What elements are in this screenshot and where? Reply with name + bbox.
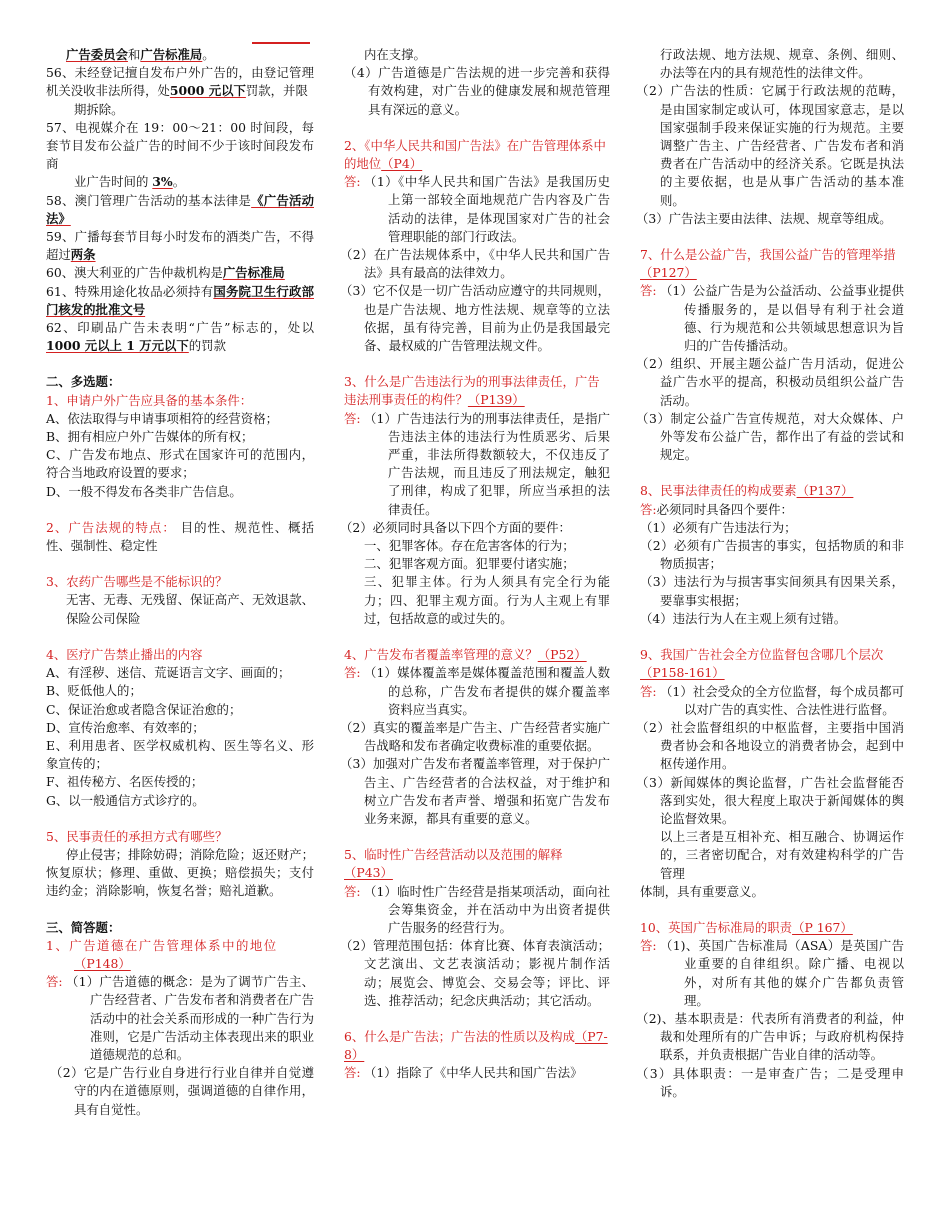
answer-text: 答:必须同时具备四个要件： xyxy=(640,501,793,517)
answer-text: （2）真实的覆盖率是广告主、广告经营者实施广告战略和发布者确定收费标准的重要依据。 xyxy=(340,719,610,754)
answer-label: 答: xyxy=(344,665,361,681)
mc-question-4: 4、医疗广告禁止播出的内容 xyxy=(46,646,203,662)
question-57-cont: 业广告时间的 3%。 xyxy=(74,174,186,190)
answer-text: （3）违法行为与损害事实间须具有因果关系，要靠事实根据； xyxy=(640,574,904,608)
mc-option: A、依法取得与申请事项相符的经营资格； xyxy=(46,410,278,426)
mc-option: G、以一般通信方式诊疗的。 xyxy=(46,792,205,808)
answer-block xyxy=(640,282,904,355)
answer-text: （2）必须同时具备以下四个方面的要件： xyxy=(340,519,571,535)
mc-question-5: 5、民事责任的承担方式有哪些？ xyxy=(46,828,228,844)
column-3 xyxy=(636,46,904,1101)
answer-text: 内在支撑。 xyxy=(364,47,426,62)
red-underline-mark xyxy=(252,42,310,44)
answer-label: 答: xyxy=(344,883,361,899)
answer-block xyxy=(344,1064,610,1082)
question-56: 56、未经登记擅自发布户外广告的，由登记管理机关没收非法所得，处5000 元以下罚款，并限 xyxy=(46,65,314,99)
mc-option: E、利用患者、医学权威机构、医生等名义、形象宣传的； xyxy=(46,737,314,772)
answer-block xyxy=(344,883,610,938)
answer-block xyxy=(344,410,610,519)
answer-text: （3）加强对广告发布者覆盖率管理，对于保护广告主、广告经营者的合法权益，对于维护和树立广告发布者声誉、增强和拓宽广告发布业务来源，都具有重要的意义。 xyxy=(340,756,610,826)
mc-question-1: 1、申请户外广告应具备的基本条件： xyxy=(46,392,253,408)
answer-text: （3）制定公益广告宣传规范，对大众媒体、户外等发布公益广告，都作出了有益的尝试和规定。 xyxy=(636,410,904,463)
answer-text: （2）社会监督组织的中枢监督，主要指中国消费者协会和各地设立的消费者协会，起到中枢传递作用。 xyxy=(636,719,904,772)
answer-text: （4）违法行为人在主观上须有过错。 xyxy=(640,610,847,626)
answer-text: （3）具体职责：一是审查广告；二是受理申诉。 xyxy=(636,1065,904,1099)
answer-text: （3）广告法主要由法律、法规、规章等组成。 xyxy=(636,210,892,226)
answer-text: （1）社会受众的全方位监督，每个成员都可以对广告的真实性、合法性进行监督。 xyxy=(660,683,904,717)
answer-block xyxy=(640,683,904,719)
short-question-2: 2、《中华人民共和国广告法》在广告管理体系中的地位（P4） xyxy=(344,137,606,172)
mc-question-2: 2、广告法规的特点： 目的性、规范性、概括性、强制性、稳定性 xyxy=(46,519,314,554)
short-question-5: 5、临时性广告经营活动以及范围的解释（P43） xyxy=(344,847,563,881)
answer-text: （1）广告违法行为的刑事法律责任，是指广告违法主体的违法行为性质恶劣、后果严重，非法所得数额较大，不仅违反了广告法规，而且违反了刑法规定，触犯了刑律，构成了犯罪，所应当承担的法律责任。 xyxy=(364,410,610,517)
answer-label: 答: xyxy=(640,938,657,954)
mc-option: D、一般不得发布各类非广告信息。 xyxy=(46,483,242,499)
short-question-6: 6、什么是广告法；广告法的性质以及构成（P7-8） xyxy=(344,1028,608,1063)
answer-line: 广告委员会和广告标准局。 xyxy=(66,47,215,62)
answer-label: 答: xyxy=(344,410,361,426)
answer-text: （2）管理范围包括：体育比赛、体育表演活动；文艺演出、文艺表演活动；影视片制作活动；展览会、博览会、交易会等；评比、评选、推荐活动；纪念庆典活动；其它活动。 xyxy=(340,938,610,1008)
short-question-3: 3、什么是广告违法行为的刑事法律责任，广告违法刑事责任的构件？（P139） xyxy=(344,374,600,408)
answer-text: （1）临时性广告经营是指某项活动，面向社会筹集资金，并在活动中为出资者提供广告服务的经营行为。 xyxy=(364,883,610,935)
question-60: 60、澳大利亚的广告仲裁机构是广告标准局 xyxy=(46,265,285,281)
answer-text: 行政法规、地方法规、规章、条例、细则、办法等在内的具有规范性的法律文件。 xyxy=(660,47,904,81)
mc-option: A、有淫秽、迷信、荒诞语言文字、画面的； xyxy=(46,665,291,681)
answer-text: （1）《中华人民共和国广告法》是我国历史上第一部较全面地规范广告内容及广告活动的法律，是体现国家对广告的社会管理职能的部门行政法。 xyxy=(364,174,610,244)
short-question-7: 7、什么是公益广告，我国公益广告的管理举措（P127） xyxy=(640,247,896,281)
answer-text: （1)、英国广告标准局（ASA）是英国广告业重要的自律组织。除广播、电视以外，对所有其他的媒介广告都负责管理。 xyxy=(660,938,904,1008)
answer-text: （2）必须有广告损害的事实，包括物质的和非物质损害； xyxy=(640,538,904,572)
answer-text: （2）在广告法规体系中，《中华人民共和国广告法》具有最高的法律效力。 xyxy=(340,247,610,281)
answer-block xyxy=(46,973,314,1064)
mc-option: B、拥有相应户外广告媒体的所有权； xyxy=(46,429,254,445)
question-61: 61、特殊用途化妆品必须持有国务院卫生行政部门核发的批准文号 xyxy=(46,283,314,317)
mc-option: F、祖传秘方、名医传授的； xyxy=(46,774,204,790)
answer-text: 体制，具有重要意义。 xyxy=(640,883,764,899)
mc-option: C、广告发布地点、形式在国家许可的范围内，符合当地政府设置的要求； xyxy=(46,447,314,481)
answer-text: （4）广告道德是广告法规的进一步完善和获得有效构建，对广告业的健康发展和规范管理具有深远的意义。 xyxy=(344,65,610,117)
answer-text: （3）新闻媒体的舆论监督，广告社会监督能否落到实处，很大程度上取决于新闻媒体的舆论监督效果。 xyxy=(636,774,904,826)
question-56-cont: 期拆除。 xyxy=(74,101,124,117)
short-question-10: 10、英国广告标准局的职责（P 167） xyxy=(640,919,853,935)
answer-text: （1）公益广告是为公益活动、公益事业提供传播服务的，是以倡导有利于社会道德、行为规范和公共领域思想意识为旨归的广告传播活动。 xyxy=(660,283,904,354)
short-question-1: 1、广告道德在广告管理体系中的地位 xyxy=(46,937,278,953)
answer-text: （2）广告法的性质：它属于行政法规的范畴，是由国家制定或认可，体现国家意志，是以国家强制手段来保证实施的行为规范。主要调整广告主、广告经营者、广告发布者和消费者在广告活动中的经济关系。它既是执法的主要依据，也是从事广告活动的基本准则。 xyxy=(636,83,904,208)
answer-text: （3）它不仅是一切广告活动应遵守的共同规则，也是广告法规、地方性法规、规章等的立法依据，虽有待完善，目前为止仍是我国最完备、最权威的广告管理法规文件。 xyxy=(340,283,610,354)
mc-answer: 无害、无毒、无残留、保证高产、无效退款、保险公司保险 xyxy=(66,592,314,626)
answer-label: 答: xyxy=(344,1065,361,1081)
answer-text: （2)、基本职责是：代表所有消费者的利益，仲裁和处理所有的广告申诉；与政府机构保持联系，并负责根据广告业自律的活动等。 xyxy=(636,1010,904,1063)
answer-text: （1）指除了《中华人民共和国广告法》 xyxy=(364,1065,583,1081)
answer-label: 答: xyxy=(640,683,657,699)
short-question-9: 9、我国广告社会全方位监督包含哪几个层次（P158-161） xyxy=(640,647,884,681)
question-62: 62、印刷品广告未表明“广告”标志的，处以 1000 元以上 1 万元以下的罚款 xyxy=(46,320,314,354)
page-ref: （P148） xyxy=(74,955,131,971)
column-1 xyxy=(46,46,314,1119)
answer-text: （2）它是广告行业自身进行行业自律并自觉遵守的内在道德原则，强调道德的自律作用，具有自觉性。 xyxy=(50,1065,314,1117)
answer-text: 以上三者是互相补充、相互融合、协调运作的，三者密切配合，对有效建构科学的广告管理 xyxy=(660,829,904,881)
answer-text: （1）必须有广告违法行为； xyxy=(640,519,797,535)
section-heading-multiple-choice: 二、多选题： xyxy=(46,374,121,390)
answer-block xyxy=(344,173,610,246)
answer-text: （2）组织、开展主题公益广告月活动，促进公益广告水平的提高，积极动员组织公益广告活动。 xyxy=(636,356,904,408)
answer-text: 三、犯罪主体。行为人须具有完全行为能力；四、犯罪主观方面。行为人主观上有罪过，包括故意的或过失的。 xyxy=(364,574,610,626)
short-question-4: 4、广告发布者覆盖率管理的意义？（P52） xyxy=(344,647,587,663)
column-2 xyxy=(340,46,610,1083)
mc-question-3: 3、农药广告哪些是不能标识的？ xyxy=(46,574,228,590)
short-question-8: 8、民事法律责任的构成要素（P137） xyxy=(640,483,854,499)
answer-text: （1）媒体覆盖率是媒体覆盖范围和覆盖人数的总称，广告发布者提供的媒介覆盖率资料应当真实。 xyxy=(364,665,610,717)
answer-block xyxy=(344,664,610,719)
answer-text: （1）广告道德的概念：是为了调节广告主、广告经营者、广告发布者和消费者在广告活动中的社会关系而形成的一种广告行为准则，它是广告活动主体表现出来的职业道德规范的总和。 xyxy=(66,974,314,1062)
answer-block xyxy=(640,937,904,1010)
answer-label: 答: xyxy=(640,283,657,299)
answer-text: 一、犯罪客体。存在危害客体的行为； xyxy=(364,538,575,554)
question-57: 57、电视媒介在 19：00～21：00 时间段，每套节目发布公益广告的时间不少于该时间段发布商 xyxy=(46,119,314,172)
question-59: 59、广播每套节目每小时发布的酒类广告，不得超过两条 xyxy=(46,229,314,263)
answer-text: 二、犯罪客观方面。犯罪要付诸实施； xyxy=(364,556,575,572)
answer-label: 答: xyxy=(46,974,63,990)
mc-option: C、保证治愈或者隐含保证治愈的； xyxy=(46,701,242,717)
section-heading-short-answer: 三、简答题： xyxy=(46,919,121,935)
mc-option: B、贬低他人的； xyxy=(46,683,142,699)
question-58: 58、澳门管理广告活动的基本法律是《广告活动法》 xyxy=(46,192,314,226)
mc-answer: 停止侵害；排除妨碍；消除危险；返还财产；恢复原状；修理、重做、更换；赔偿损失；支付违约金；消除影响，恢复名誉；赔礼道歉。 xyxy=(46,846,314,899)
mc-option: D、宣传治愈率、有效率的； xyxy=(46,719,205,735)
answer-label: 答: xyxy=(344,174,361,190)
